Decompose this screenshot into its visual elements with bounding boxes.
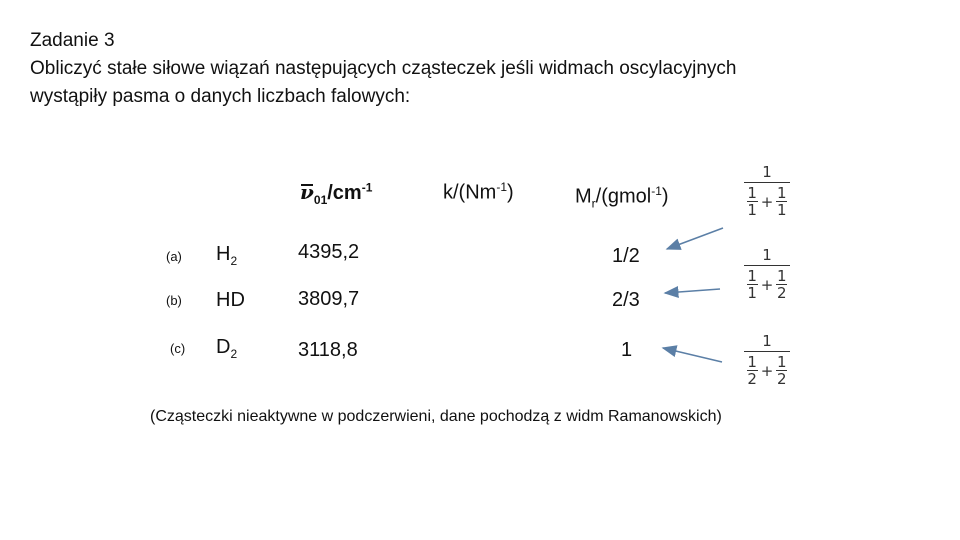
row-label-b: (b) (166, 293, 182, 308)
task-text-line2: wystąpiły pasma o danych liczbach falowych: (30, 86, 411, 107)
task-title: Zadanie 3 (30, 30, 115, 51)
reduced-mass-b: 2/3 (612, 289, 640, 311)
nu-bar-symbol: ν (300, 180, 314, 204)
header-force-constant: $k/(Nm^{-1})$ (443, 180, 514, 204)
molecule-d2: $D_2$ (216, 336, 238, 361)
arrow-to-b (665, 289, 720, 293)
arrow-to-c (663, 348, 722, 362)
reduced-mass-a: 1/2 (612, 245, 640, 267)
reduced-mass-formula-d2: 1 1 2 + 1 2 (744, 333, 790, 387)
reduced-mass-formula-h2: 1 1 1 + 1 1 (744, 164, 790, 218)
header-wavenumber: $\nu_{01}/cm^{-1}$ (300, 180, 373, 207)
header-reduced-mass: $M_r/(gmol^{-1})$ (575, 184, 669, 211)
footnote: (Cząsteczki nieaktywne w podczerwieni, dane pochodzą z widm Ramanowskich) (150, 408, 722, 425)
row-label-c: (c) (170, 341, 186, 356)
wavenumber-a: 4395,2 (298, 241, 360, 263)
row-label-a: (a) (166, 249, 182, 264)
wavenumber-b: 3809,7 (298, 288, 360, 310)
molecule-hd: HD (216, 289, 245, 311)
wavenumber-c: 3118,8 (298, 339, 358, 361)
reduced-mass-c: 1 (621, 339, 633, 361)
reduced-mass-formula-hd: 1 1 1 + 1 2 (744, 247, 790, 301)
task-text-line1: Obliczyć stałe siłowe wiązań następujących cząsteczek jeśli widmach oscylacyjnych (30, 58, 737, 79)
arrow-to-a (667, 228, 723, 249)
molecule-h2: $H_2$ (216, 243, 238, 268)
